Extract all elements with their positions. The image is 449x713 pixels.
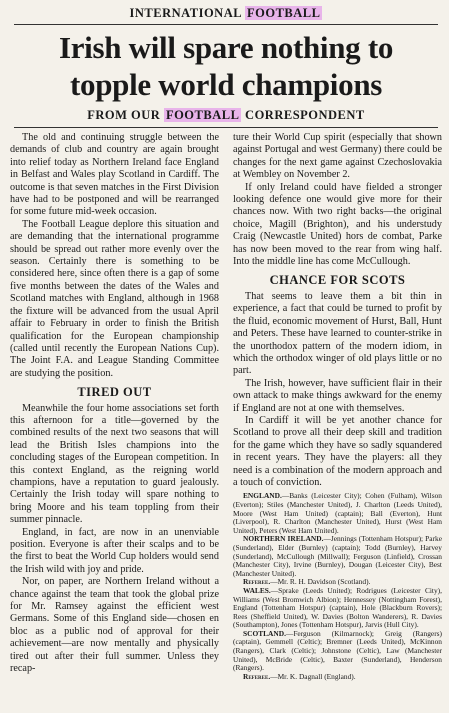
paragraph: In Cardiff it will be yet another chance for Scotland to prove all their deep skill and tradition for the game which they have so sadly squandered in recent years. They have the players: all they need is a combination of the modern approach and a touch of conviction. [233,414,442,488]
team-text: —Jennings (Tottenham Hotspur); Parke (Sunderland), Elder (Burnley) (captain); Todd (Burnley), Harvey (Sunderland), McCullough (Millwall); Ferguson (Linfield), Crossan (Manchester City), Irvine (Burnley), Dougan (Leicester City), Best (Manchester United). [233,534,442,578]
article-columns [10,132,442,681]
top-rule [14,24,438,25]
subhead-tired-out: TIRED OUT [77,385,152,400]
byline [10,108,442,123]
team-text: —Banks (Leicester City); Cohen (Fulham), Wilson (Everton); Stiles (Manchester United), J. Charlton (Leeds United), Moore (West Ham United) (captain); Ball (Everton), Hunt (Liverpool), R. Charlton (Manchester United), Hurst (West Ham United), Peters (West Ham United). [233,491,442,535]
team-label: WALES. [243,585,271,595]
referee-label: Referee. [243,577,271,587]
referee-text: —Mr. R. H. Davidson (Scotland). [270,577,371,587]
team-lineup [233,492,442,535]
paragraph: The Football League deplore this situation and are demanding that the international programme should be spread out rather more evenly over the season. Certainly there is something to be considered here, since often there is a gap of some five months between the dates of the Wales and Scotland matches with England, although in 1968 the fixture will be advanced from the usual April affair to February in order to finish the British qualification for the European championship (called until recently the European Nations Cup). The Joint F.A. and League Standing Committee are studying the position. [10,218,219,379]
paragraph: That seems to leave them a bit thin in experience, a fact that could be turned to profit by the fluid, economic movement of Hurst, Ball, Hunt and Peters. These have learned to counter-strike in the unorthodox pattern of the modern idiom, in which the orthodox winger of old plays little or no part. [233,290,442,377]
team-text: —Ferguson (Kilmarnock); Greig (Rangers) (captain), Gemmell (Celtic); Bremner (Leeds United), McKinnon (Rangers), Clark (Celtic); Johnstone (Celtic), Law (Manchester United), McBride (Celtic), Baxter (Sunderland), Henderson (Rangers). [233,628,442,673]
right-column [233,132,442,681]
paragraph: The old and continuing struggle between the demands of club and country are again brought into relief today as Northern Ireland face England in Belfast and Wales play Scotland in Cardiff. The outcome is that seven matches in the First Division have had to be postponed and will be rearranged for some future mid-week occasion. [10,132,219,218]
left-column [10,132,219,681]
subhead-chance-for-scots: CHANCE FOR SCOTS [269,273,406,288]
team-label: SCOTLAND. [243,628,286,638]
team-label: ENGLAND. [243,491,282,501]
byline-highlight: FOOTBALL [165,108,240,122]
newspaper-article [10,6,442,681]
team-lineups [233,492,442,681]
team-lineup [233,587,442,630]
team-label: NORTHERN IRELAND. [243,534,324,544]
paragraph: England, in fact, are now in an unenviable position. Everyone is after their scalps and to be the first to beat the World Cup holders would send the Irish wild with joy and pride. [10,526,219,575]
paragraph: Meanwhile the four home associations set forth this afternoon for a title—governed by the combined results of the next two seasons that will lead the British Isles champions into the concluding stages of the European competition. In this context England, as the reigning world champions, have a reputation to guard jealously. Certainly the Irish today will spare nothing to bring Moore and his team toppling from their summer pinnacle. [10,402,219,526]
byline-suffix: CORRESPONDENT [245,108,365,122]
paragraph: If only Ireland could have fielded a stronger looking defence one would give more for their chances now. With two right backs—the original choice, Magill (Brighton), and his understudy Craig (Newcastle United) hors de combat, Parke has now been moved to the rear from wing half. Into the middle line has come McCullough. [233,181,442,268]
section-kicker [10,6,442,21]
team-lineup [233,630,442,673]
kicker-prefix: INTERNATIONAL [129,6,242,20]
headline-line-1: Irish will spare nothing to [58,30,394,65]
paragraph: ture their World Cup spirit (especially that shown against Portugal and west Germany) there could be changes for the next game against Czechoslovakia at Wembley on November 2. [233,132,442,181]
team-lineup [233,535,442,578]
headline [10,29,442,103]
kicker-highlight: FOOTBALL [247,6,321,20]
paragraph: The Irish, however, have sufficient flair in their own attack to make things awkward for the enemy if England are not at one with themselves. [233,377,442,414]
referee-label: Referee. [243,671,271,681]
team-text: —Sprake (Leeds United); Rodrigues (Leicester City), Williams (West Bromwich Albion); Hennessey (Nottingham Forest), England (Tottenham Hotspur) (captain), Hole (Blackburn Rovers); Rees (Sheffield United), W. Davies (Bolton Wanderers), R. Davies (Southampton), Jones (Tottenham Hotspur), Jarvis (Hull City). [233,585,442,630]
headline-line-2: topple world champions [69,67,383,102]
byline-rule [14,127,438,128]
referee-line [233,673,442,682]
referee-text: —Mr. K. Dagnall (England). [270,671,356,681]
byline-prefix: FROM OUR [87,108,161,122]
paragraph: Nor, on paper, are Northern Ireland without a chance against the team that took the global prize for Mr. Ramsey against the efficient west Germans. Some of this England side—chosen en bloc as a public nod of approval for their achievement—are now mentally and physically tired out after their full summer. Unless they recap- [10,576,219,675]
